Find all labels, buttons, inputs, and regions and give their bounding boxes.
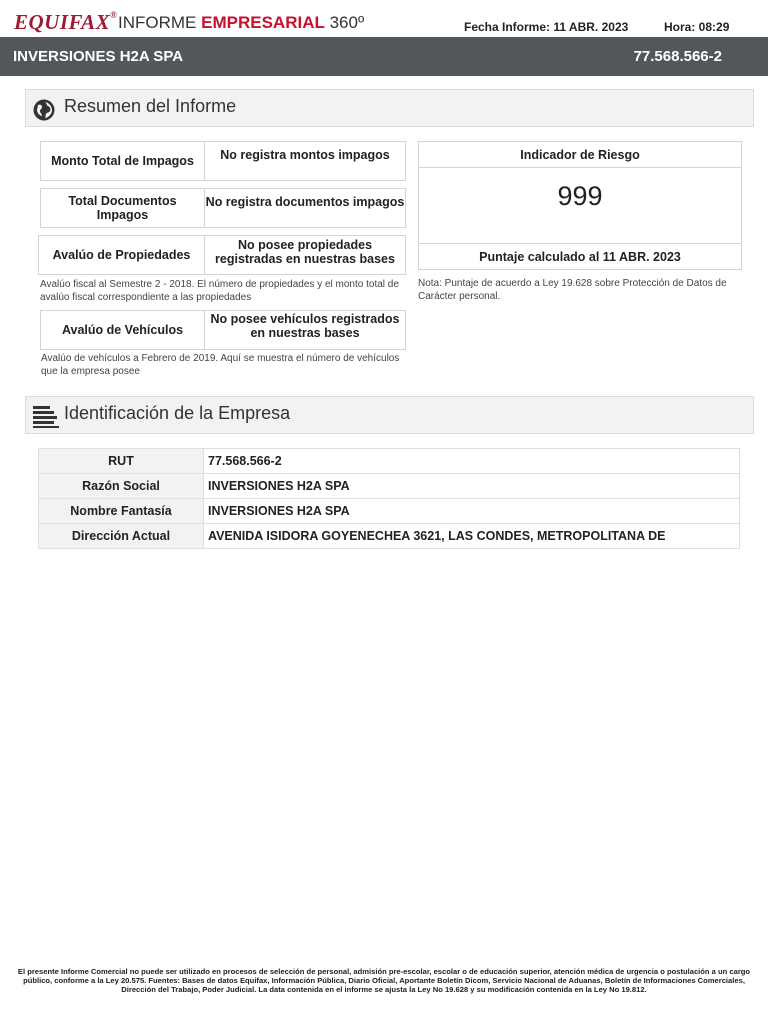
list-lines-icon [33,406,59,428]
report-title-a: INFORME [118,13,197,32]
note-properties: Avalúo fiscal al Semestre 2 - 2018. El número de propiedades y el monto total de avalúo fiscal correspondiente a las propiedades [40,279,399,303]
summary-label: Avalúo de Vehículos [41,311,205,349]
equifax-logo: EQUIFAX® [14,10,118,34]
summary-label: Total Documentos Impagos [41,189,205,227]
summary-value: No posee propiedades registradas en nuestras bases [215,238,395,266]
id-value: INVERSIONES H2A SPA [204,499,740,524]
report-header [0,0,768,37]
identification-table [38,448,740,549]
summary-title: Resumen del Informe [64,96,237,116]
table-row [39,474,740,499]
risk-indicator-box [418,141,742,270]
report-date: Fecha Informe: 11 ABR. 2023 [464,20,629,34]
company-name: INVERSIONES H2A SPA [13,48,184,65]
identification-title: Identificación de la Empresa [64,403,291,423]
id-label: Dirección Actual [39,524,204,549]
summary-label: Avalúo de Propiedades [39,236,205,274]
note-vehicles: Avalúo de vehículos a Febrero de 2019. Aquí se muestra el número de vehículos que la empresa posee [41,353,400,377]
summary-row-unpaid-amount [40,141,406,181]
risk-note: Nota: Puntaje de acuerdo a Ley 19.628 sobre Protección de Datos de Carácter personal. [418,278,727,302]
company-rut: 77.568.566-2 [633,48,722,65]
summary-section-header [25,89,754,127]
id-value: AVENIDA ISIDORA GOYENECHEA 3621, LAS CONDES, METROPOLITANA DE [204,524,740,549]
table-row [39,499,740,524]
report-title-c: 360º [329,13,365,32]
summary-label: Monto Total de Impagos [41,142,205,180]
summary-value: No registra montos impagos [220,147,390,162]
company-bar [0,37,768,76]
summary-row-properties [38,235,406,275]
risk-score: 999 [419,168,741,244]
summary-value: No registra documentos impagos [205,194,405,209]
id-value: INVERSIONES H2A SPA [204,474,740,499]
id-label: Nombre Fantasía [39,499,204,524]
summary-row-unpaid-docs [40,188,406,228]
risk-score-date: Puntaje calculado al 11 ABR. 2023 [479,250,681,264]
summary-row-vehicles [40,310,406,350]
globe-icon [33,99,55,121]
table-row [39,524,740,549]
footer-disclaimer: El presente Informe Comercial no puede ser utilizado en procesos de selección de personal, admisión pre-escolar, escolar o de educación superior, atención médica de urgencia o postulación a un cargo público, conforme a la Ley 20.575. Fuentes: Bases de datos Equifax, Información Pública, Diario Oficial, Aportante Boletín Dicom, Servicio Nacional de Aduanas, Boletín de Informaciones Comerciales, Dirección del Trabajo, Poder Judicial. La data contenida en el informe se ajusta la Ley No 19.628 y su modificación contenida en la Ley No 19.812. [17,967,751,994]
id-value: 77.568.566-2 [204,449,740,474]
risk-indicator-header: Indicador de Riesgo [419,142,741,168]
identification-section-header [25,396,754,434]
id-label: RUT [39,449,204,474]
report-time: Hora: 08:29 [664,20,730,34]
summary-value: No posee vehículos registrados en nuestras bases [210,312,400,340]
report-title-b: EMPRESARIAL [201,13,325,32]
id-label: Razón Social [39,474,204,499]
table-row [39,449,740,474]
report-title [118,13,364,33]
